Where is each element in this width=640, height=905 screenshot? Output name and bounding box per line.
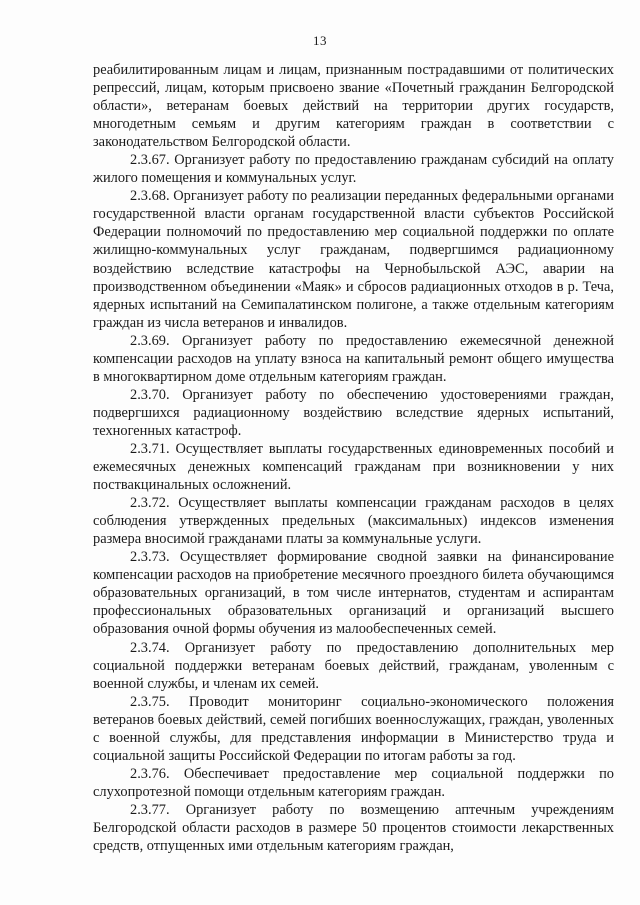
paragraph-2-3-73: 2.3.73. Осуществляет формирование сводной заявки на финансирование компенсации расходов на приобретение месячного проездного билета обучающимся образовательных организаций, в том числе интернатов, студентам и аспирантам профессиональных образовательных организаций и организаций высшего образования очной формы обучения из малообеспеченных семей.: [93, 549, 614, 638]
paragraph-2-3-70: 2.3.70. Организует работу по обеспечению удостоверениями граждан, подвергшихся радиационному воздействию вследствие ядерных испытаний, техногенных катастроф.: [93, 386, 614, 439]
paragraph-2-3-69: 2.3.69. Организует работу по предоставлению ежемесячной денежной компенсации расходов на уплату взноса на капитальный ремонт общего имущества в многоквартирном доме отдельным категориям граждан.: [93, 332, 614, 385]
paragraph-2-3-75: 2.3.75. Проводит мониторинг социально-экономического положения ветеранов боевых действий, семей погибших военнослужащих, граждан, уволенных с военной службы, для представления информации в Министерство труда и социальной защиты Российской Федерации по итогам работы за год.: [93, 693, 614, 764]
paragraph-2-3-76: 2.3.76. Обеспечивает предоставление мер социальной поддержки по слухопротезной помощи отдельным категориям граждан.: [93, 765, 614, 800]
paragraph-2-3-71: 2.3.71. Осуществляет выплаты государственных единовременных пособий и ежемесячных денежных компенсаций гражданам при возникновении у них поствакцинальных осложнений.: [93, 440, 614, 494]
paragraph-continuation: реабилитированным лицам и лицам, признанным пострадавшими от политических репрессий, лицам, которым присвоено звание «Почетный гражданин Белгородской области», ветеранам боевых действий на территории других государств, многодетным семьям и другим категориям граждан в соответствии с законодательством Белгородской области.: [93, 62, 614, 151]
paragraph-2-3-74: 2.3.74. Организует работу по предоставлению дополнительных мер социальной поддержки ветеранам боевых действий, гражданам, уволенным с военной службы, и членам их семей.: [93, 639, 614, 692]
paragraph-2-3-68: 2.3.68. Организует работу по реализации переданных федеральными органами государственной власти органам государственной власти субъектов Российской Федерации полномочий по предоставлению мер социальной поддержки по оплате жилищно-коммунальных услуг гражданам, подвергшимся радиационному воздействию вследствие катастрофы на Чернобыльской АЭС, аварии на производственном объединении «Маяк» и сбросов радиационных отходов в р. Теча, ядерных испытаний на Семипалатинском полигоне, а также отдельным категориям граждан из числа ветеранов и инвалидов.: [93, 188, 614, 331]
paragraph-2-3-67: 2.3.67. Организует работу по предоставлению гражданам субсидий на оплату жилого помещения и коммунальных услуг.: [93, 152, 614, 187]
page-number: 13: [313, 33, 327, 48]
paragraph-2-3-72: 2.3.72. Осуществляет выплаты компенсации гражданам расходов в целях соблюдения утвержденных предельных (максимальных) индексов изменения размера вносимой гражданами платы за коммунальные услуги.: [93, 495, 614, 548]
paragraph-2-3-77: 2.3.77. Организует работу по возмещению аптечным учреждениям Белгородской области расходов в размере 50 процентов стоимости лекарственных средств, отпущенных ими отдельным категориям граждан,: [93, 801, 614, 855]
document-body: [93, 61, 614, 855]
